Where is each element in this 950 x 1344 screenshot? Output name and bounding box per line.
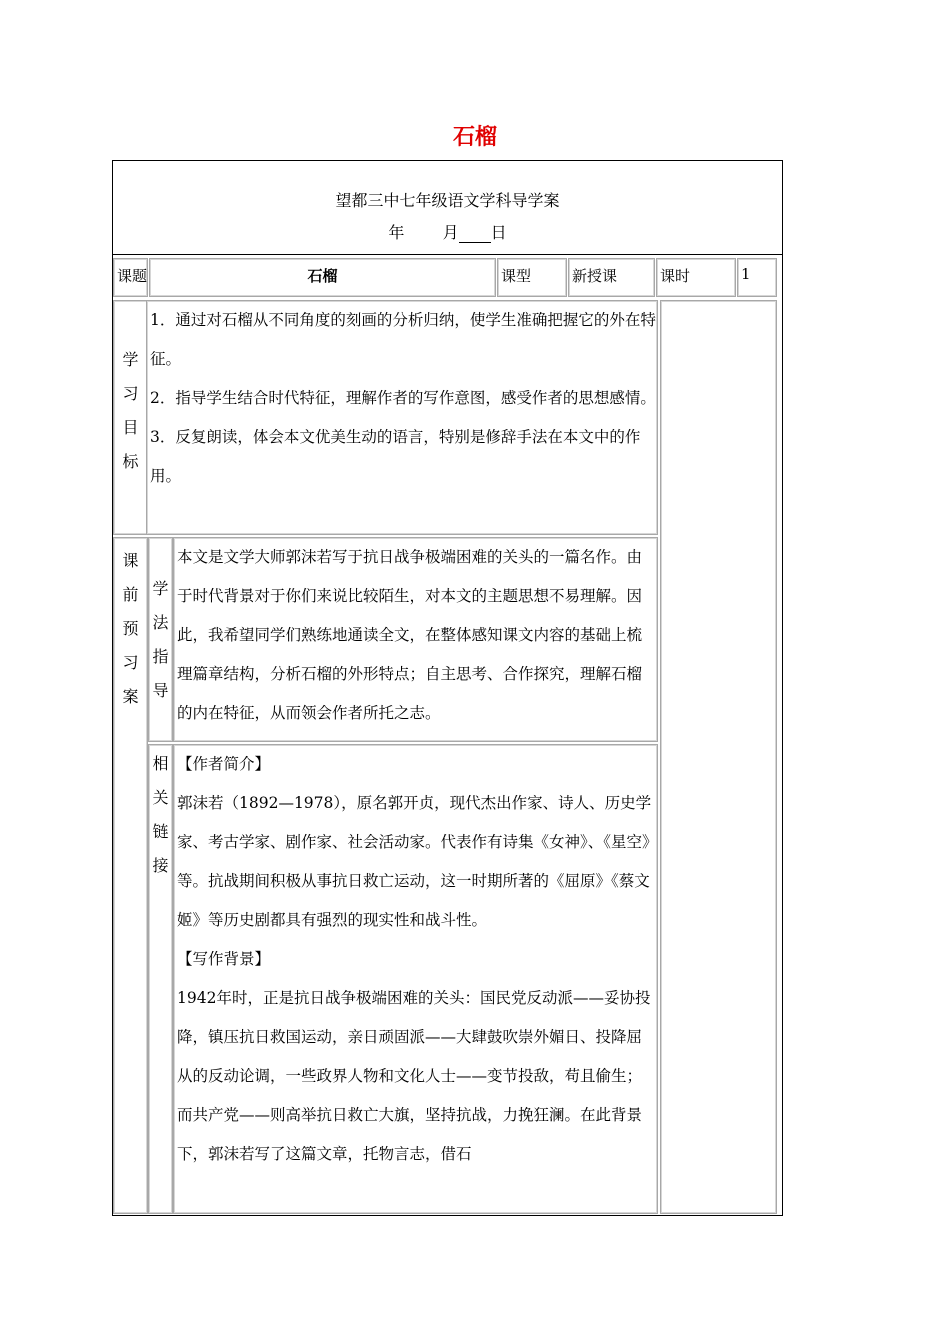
school-line: 望都三中七年级语文学科导学案	[335, 191, 560, 210]
method-content	[173, 537, 658, 742]
topic-value: 石榴	[149, 258, 496, 297]
type-value: 新授课	[568, 258, 655, 297]
links-content	[173, 744, 658, 1214]
background-heading: 【写作背景】	[177, 950, 271, 968]
date-day-blank	[459, 226, 491, 243]
author-text: 郭沫若（1892—1978），原名郭开贞，现代杰出作家、诗人、历史学家、考古学家、剧作家、社会活动家。代表作有诗集《女神》、《星空》等。抗战期间积极从事抗日救亡运动，这一时期所著的《屈原》《蔡文姬》等历史剧都具有强烈的现实性和战斗性。	[177, 794, 652, 929]
type-label: 课型	[497, 258, 567, 297]
method-label-char: 指	[152, 647, 169, 666]
objective-item: 3．反复朗读，体会本文优美生动的语言，特别是修辞手法在本文中的作用。	[150, 428, 641, 485]
objectives-label-char: 学	[122, 350, 139, 369]
background-text: 1942年时，正是抗日战争极端困难的关头：国民党反动派——妥协投降，镇压抗日救国运动，亲日顽固派——大肆鼓吹崇外媚日、投降屈从的反动论调，一些政界人物和文化人士——变节投敌，苟且偷生；而共产党——则高举抗日救亡大旗，坚持抗战，力挽狂澜。在此背景下，郭沫若写了这篇文章，托物言志，借石	[177, 989, 651, 1163]
date-line	[112, 220, 783, 243]
preview-label	[113, 537, 148, 1214]
preview-label-char: 前	[122, 585, 139, 604]
method-label-char: 法	[152, 613, 169, 632]
objectives-label-char: 目	[122, 418, 139, 437]
objectives-label-char: 标	[122, 452, 139, 471]
method-text: 本文是文学大师郭沫若写于抗日战争极端困难的关头的一篇名作。由于时代背景对于你们来说比较陌生，对本文的主题思想不易理解。因此，我希望同学们熟练地通读全文，在整体感知课文内容的基础上梳理篇章结构，分析石榴的外形特点；自主思考、合作探究，理解石榴的内在特征，从而领会作者所托之志。	[177, 548, 643, 722]
objectives-label-char: 习	[122, 384, 139, 403]
author-heading: 【作者简介】	[177, 755, 271, 773]
document-title: 石榴	[452, 125, 497, 150]
method-label-char: 导	[152, 681, 169, 700]
hours-label: 课时	[656, 258, 736, 297]
links-label-char: 相	[152, 754, 169, 773]
preview-label-char: 课	[122, 551, 139, 570]
objectives-label	[113, 300, 148, 535]
date-month: 月	[442, 223, 459, 242]
date-year: 年	[388, 223, 405, 242]
links-label-char: 链	[152, 822, 169, 841]
method-label	[148, 537, 173, 742]
links-label-char: 关	[152, 788, 169, 807]
hours-value: 1	[737, 258, 777, 297]
objective-item: 1．通过对石榴从不同角度的刻画的分析归纳，使学生准确把握它的外在特征。	[150, 311, 656, 368]
preview-label-char: 预	[122, 619, 139, 638]
notes-column	[660, 300, 777, 1214]
preview-label-char: 案	[122, 687, 139, 706]
links-label	[148, 744, 173, 1214]
links-label-char: 接	[152, 856, 169, 875]
method-label-char: 学	[152, 579, 169, 598]
objective-item: 2．指导学生结合时代特征，理解作者的写作意图，感受作者的思想感情。	[150, 389, 656, 407]
objectives-content	[146, 300, 658, 535]
topic-label: 课题	[113, 258, 148, 297]
preview-label-char: 习	[122, 653, 139, 672]
header-divider	[112, 254, 783, 255]
date-day: 日	[490, 223, 507, 242]
